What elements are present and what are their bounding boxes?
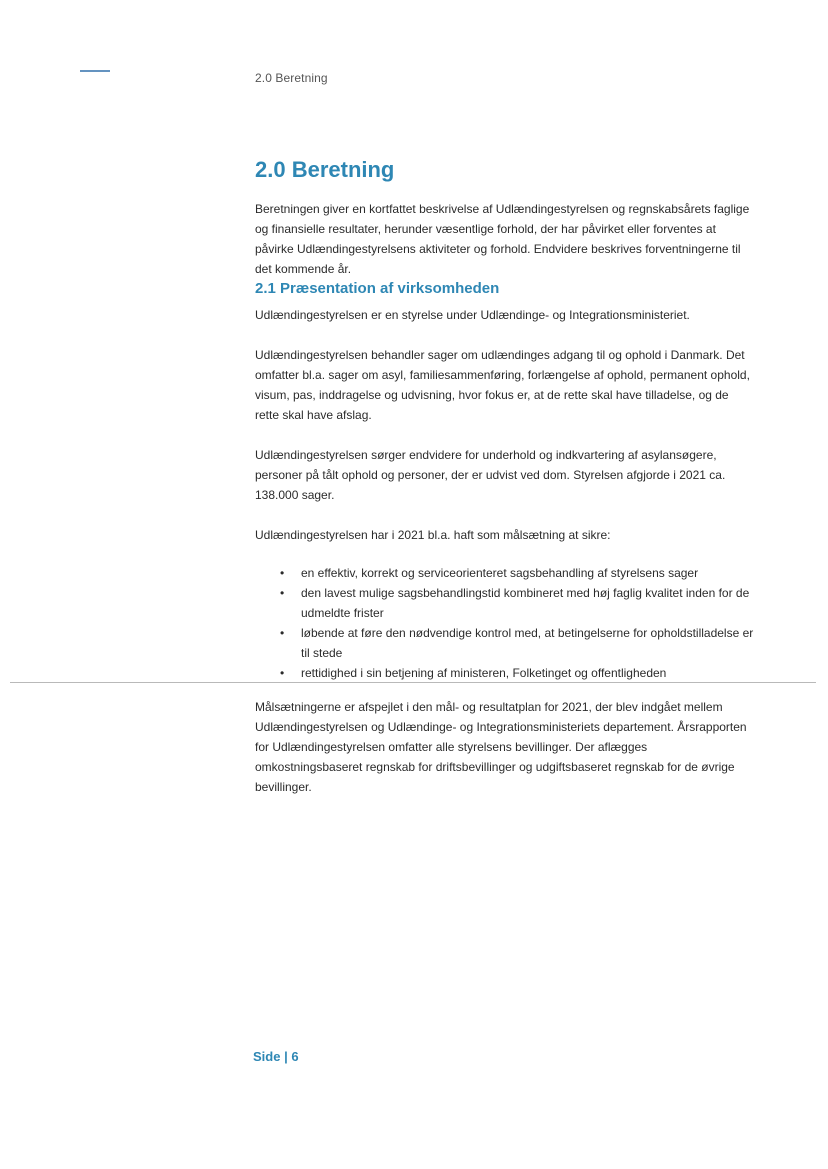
paragraph-1: Udlændingestyrelsen er en styrelse under Udlændinge- og Integrationsministeriet.: [255, 308, 690, 322]
bullet-icon: •: [280, 566, 285, 580]
scan-mark: [80, 70, 110, 72]
intro-paragraph: Beretningen giver en kortfattet beskrivelse af Udlændingestyrelsen og regnskabsårets faglige og finansielle resultater, herunder væsentlige forhold, der har påvirket eller forventes at påvirke Udlændingestyrelsens aktiviteter og forhold. Endvidere beskrives forventningerne til det kommende år.: [255, 202, 750, 276]
paragraph-4: Udlændingestyrelsen har i 2021 bl.a. haft som målsætning at sikre:: [255, 528, 611, 542]
paragraph-2: Udlændingestyrelsen behandler sager om udlændinges adgang til og ophold i Danmark. Det omfatter bl.a. sager om asyl, familiesammenføring, forlængelse af ophold, permanent ophold, visum, pas, inddragelse og udvisning, hvor fokus er, at de rette skal have tilladelse, og de rette skal have afslag.: [255, 348, 750, 422]
page-title: 2.0 Beretning: [255, 157, 395, 182]
list-item-text: løbende at føre den nødvendige kontrol med, at betingelserne for opholdstilladelse er til stede: [301, 626, 754, 660]
page-content: [255, 155, 755, 797]
paragraph-3: Udlændingestyrelsen sørger endvidere for underhold og indkvartering af asylansøgere, personer på tålt ophold og personer, der er udvist ved dom. Styrelsen afgjorde i 2021 ca. 138.000 sager.: [255, 448, 726, 502]
page-number: Side | 6: [253, 1049, 299, 1064]
bullet-icon: •: [280, 666, 285, 680]
bullet-icon: •: [280, 626, 285, 640]
list-item-text: den lavest mulige sagsbehandlingstid kombineret med høj faglig kvalitet inden for de udmeldte frister: [301, 586, 750, 620]
list-item: [255, 623, 755, 663]
list-item: [255, 663, 755, 683]
list-item: [255, 583, 755, 623]
running-header: 2.0 Beretning: [255, 71, 328, 85]
bullet-icon: •: [280, 586, 285, 600]
section-title: 2.1 Præsentation af virksomheden: [255, 280, 500, 297]
list-item-text: en effektiv, korrekt og serviceorienteret sagsbehandling af styrelsens sager: [301, 566, 699, 580]
scan-fold-line: [10, 682, 816, 683]
closing-paragraph: Målsætningerne er afspejlet i den mål- og resultatplan for 2021, der blev indgået mellem Udlændingestyrelsen og Udlændinge- og Integrationsministeriets departement. Årsrapporten for Udlændingestyrelsen omfatter alle styrelsens bevillinger. Der aflægges omkostningsbaseret regnskab for driftsbevillinger og udgiftsbaseret regnskab for de øvrige bevillinger.: [255, 700, 747, 794]
list-item-text: rettidighed i sin betjening af ministeren, Folketinget og offentligheden: [301, 666, 667, 680]
list-item: [255, 563, 755, 583]
goals-list: [255, 563, 755, 683]
